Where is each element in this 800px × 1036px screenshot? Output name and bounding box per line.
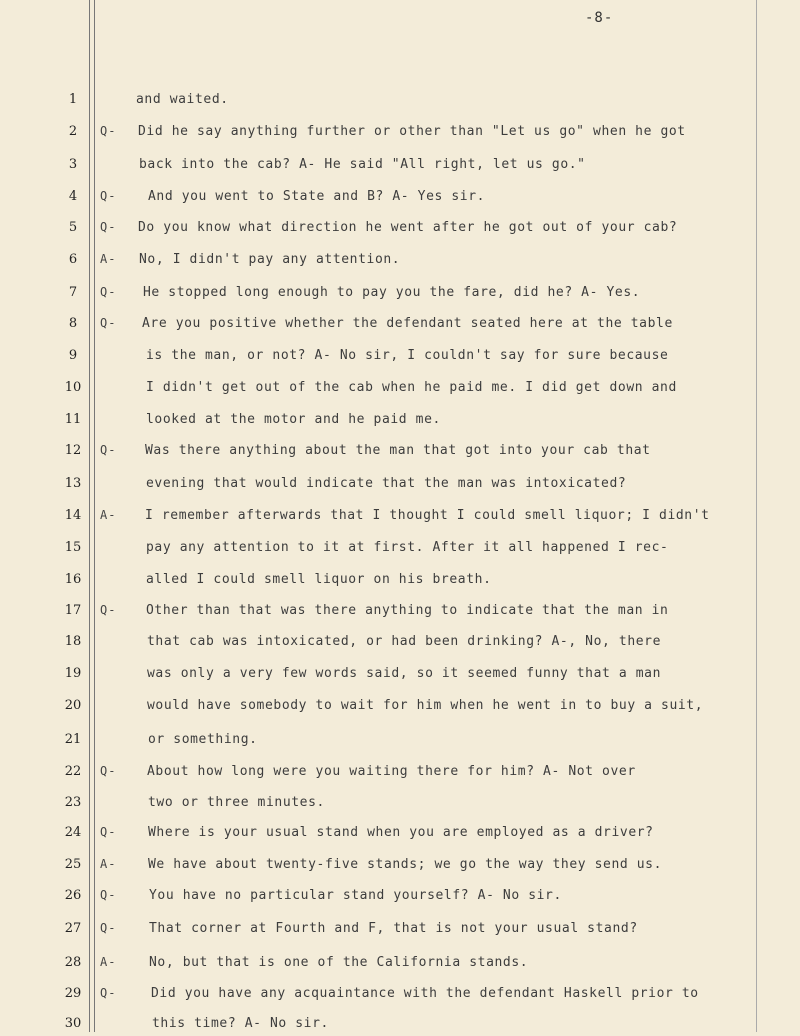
transcript-line [0,795,800,815]
transcript-line [0,698,800,718]
line-text: evening that would indicate that the man was intoxicated? [146,476,627,491]
speaker-marker: A- [100,252,117,266]
transcript-line [0,443,800,463]
line-text: alled I could smell liquor on his breath. [146,572,492,587]
speaker-marker: Q- [100,285,117,299]
speaker-marker: A- [100,955,117,969]
line-number: 30 [64,1016,82,1031]
line-number: 1 [68,92,78,107]
speaker-marker: Q- [100,888,117,902]
transcript-line [0,157,800,177]
transcript-line [0,476,800,496]
line-number: 18 [64,634,82,649]
speaker-marker: Q- [100,986,117,1000]
line-number: 11 [64,412,82,427]
speaker-marker: Q- [100,764,117,778]
line-text: two or three minutes. [148,795,325,810]
transcript-line [0,412,800,432]
speaker-marker: Q- [100,220,117,234]
speaker-marker: Q- [100,124,117,138]
line-text: that cab was intoxicated, or had been drinking? A-, No, there [147,634,662,649]
transcript-line [0,285,800,305]
transcript-line [0,888,800,908]
line-number: 20 [64,698,82,713]
transcript-line [0,92,800,112]
line-number: 9 [68,348,78,363]
line-number: 2 [68,124,78,139]
speaker-marker: Q- [100,825,117,839]
speaker-marker: A- [100,857,117,871]
line-text: I remember afterwards that I thought I could smell liquor; I didn't [145,508,710,523]
line-number: 29 [64,986,82,1001]
line-text: would have somebody to wait for him when he went in to buy a suit, [147,698,704,713]
speaker-marker: Q- [100,443,117,457]
line-text: Was there anything about the man that got into your cab that [145,443,651,458]
line-text: looked at the motor and he paid me. [146,412,441,427]
transcript-line [0,666,800,686]
transcript-line [0,220,800,240]
line-number: 17 [64,603,82,618]
line-text: I didn't get out of the cab when he paid me. I did get down and [146,380,677,395]
speaker-marker: Q- [100,603,117,617]
line-text: And you went to State and B? A- Yes sir. [148,189,486,204]
line-text: About how long were you waiting there for him? A- Not over [147,764,636,779]
transcript-line [0,1016,800,1036]
line-text: back into the cab? A- He said "All right, let us go." [139,157,586,172]
line-text: Other than that was there anything to indicate that the man in [146,603,669,618]
line-number: 16 [64,572,82,587]
transcript-line [0,189,800,209]
line-number: 13 [64,476,82,491]
transcript-line [0,955,800,975]
transcript-line [0,732,800,752]
line-number: 6 [68,252,78,267]
line-text: We have about twenty-five stands; we go the way they send us. [148,857,663,872]
line-text: was only a very few words said, so it seemed funny that a man [147,666,662,681]
line-text: He stopped long enough to pay you the fare, did he? A- Yes. [143,285,641,300]
transcript-line [0,380,800,400]
line-number: 10 [64,380,82,395]
transcript-line [0,825,800,845]
line-text: No, I didn't pay any attention. [139,252,401,267]
speaker-marker: Q- [100,921,117,935]
line-number: 27 [64,921,82,936]
line-number: 3 [68,157,78,172]
transcript-line [0,540,800,560]
line-text: You have no particular stand yourself? A- No sir. [149,888,562,903]
line-text: pay any attention to it at first. After it all happened I rec- [146,540,669,555]
speaker-marker: Q- [100,316,117,330]
transcript-line [0,857,800,877]
transcript-line [0,921,800,941]
line-number: 19 [64,666,82,681]
line-number: 25 [64,857,82,872]
speaker-marker: Q- [100,189,117,203]
line-text: Do you know what direction he went after he got out of your cab? [138,220,678,235]
line-number: 14 [64,508,82,523]
line-text: is the man, or not? A- No sir, I couldn't say for sure because [146,348,669,363]
line-text: this time? A- No sir. [152,1016,329,1031]
transcript-line [0,603,800,623]
line-number: 8 [68,316,78,331]
line-text: Are you positive whether the defendant seated here at the table [142,316,673,331]
transcript-line [0,764,800,784]
transcript-line [0,316,800,336]
line-text: and waited. [136,92,229,107]
transcript-line [0,508,800,528]
line-number: 7 [68,285,78,300]
line-number: 12 [64,443,82,458]
transcript-line [0,634,800,654]
line-number: 23 [64,795,82,810]
line-number: 4 [68,189,78,204]
line-number: 5 [68,220,78,235]
line-text: Where is your usual stand when you are employed as a driver? [148,825,654,840]
line-text: That corner at Fourth and F, that is not your usual stand? [149,921,638,936]
line-text: Did he say anything further or other than "Let us go" when he got [138,124,686,139]
line-number: 28 [64,955,82,970]
transcript-line [0,348,800,368]
line-number: 21 [64,732,82,747]
line-number: 22 [64,764,82,779]
line-text: No, but that is one of the California stands. [149,955,529,970]
line-text: or something. [148,732,258,747]
page-number: -8- [585,10,614,26]
transcript-line [0,124,800,144]
transcript-line [0,986,800,1006]
line-number: 24 [64,825,82,840]
line-text: Did you have any acquaintance with the defendant Haskell prior to [151,986,699,1001]
transcript-line [0,252,800,272]
line-number: 15 [64,540,82,555]
line-number: 26 [64,888,82,903]
transcript-line [0,572,800,592]
speaker-marker: A- [100,508,117,522]
